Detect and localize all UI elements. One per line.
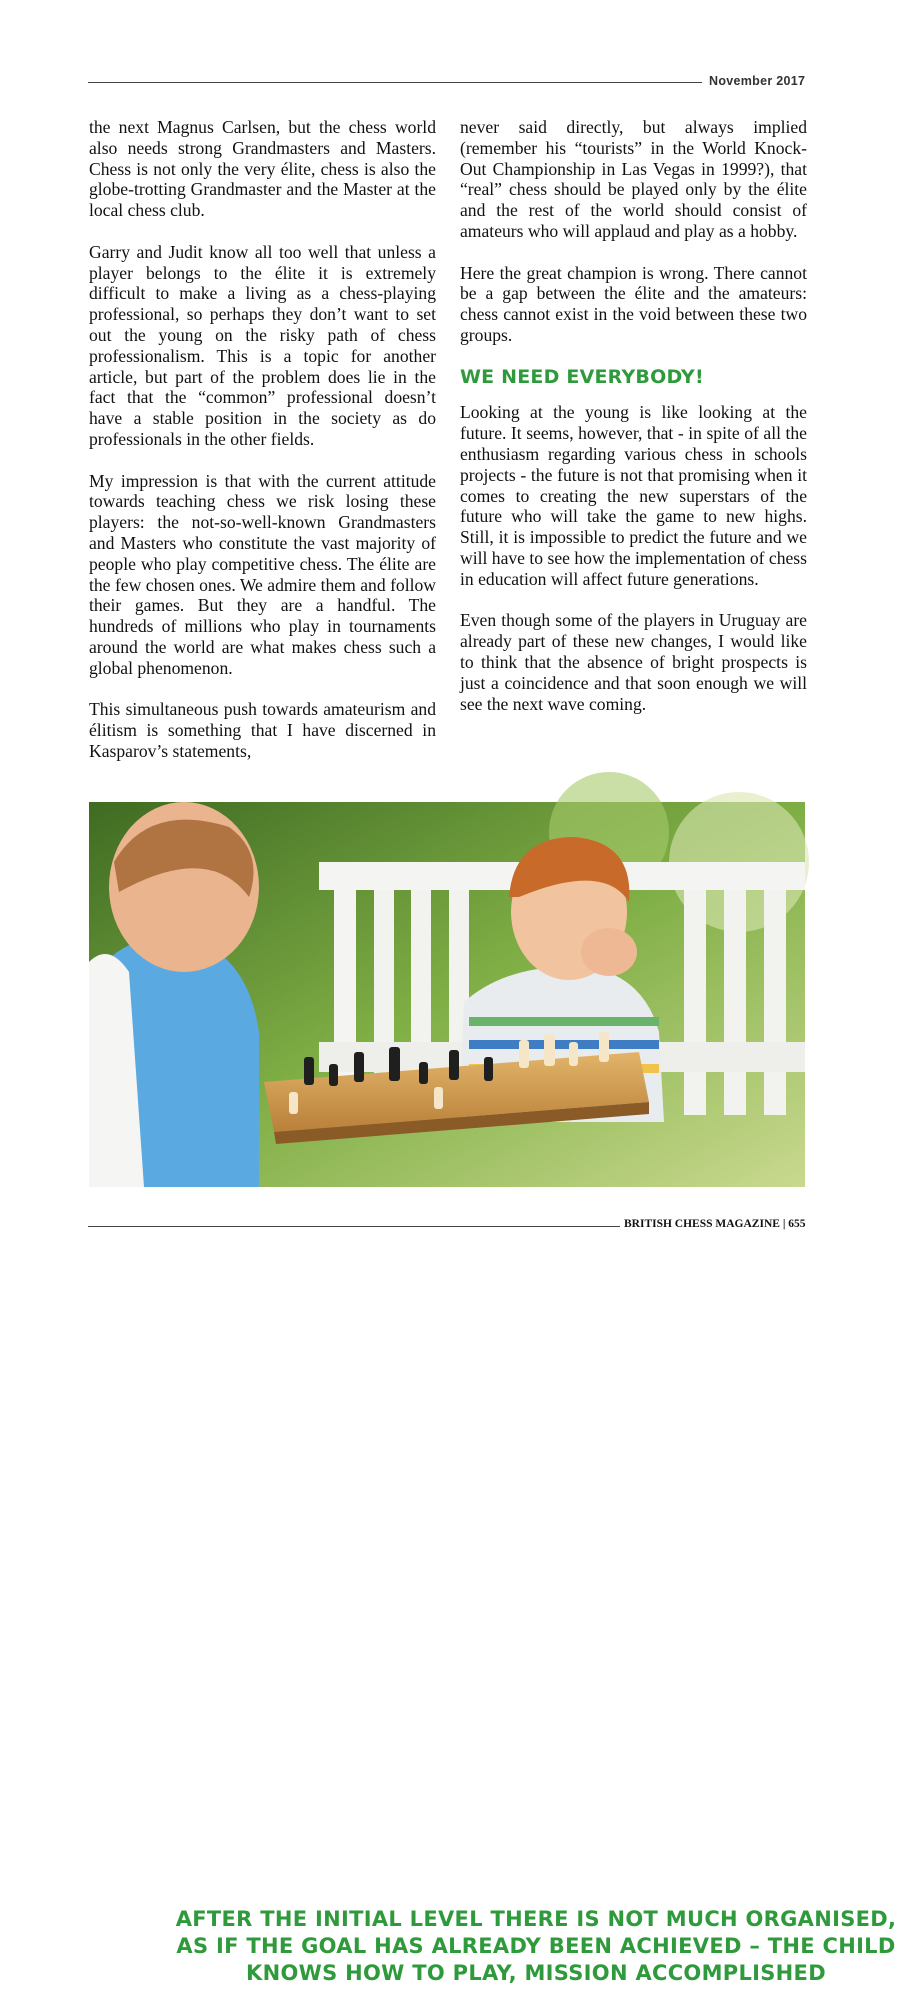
paragraph: never said directly, but always implied (remember his “tourists” in the World Knock-Out Championship in Las Vegas in 1999?), that “real” chess should be played only by the élite and the rest of the world should consist of amateurs who will applaud and play as a hobby. xyxy=(460,117,807,241)
paragraph: the next Magnus Carlsen, but the chess world also needs strong Grandmasters and Masters. Chess is not only the very élite, chess is also the globe-trotting Grandmaster and the Master at the local chess club. xyxy=(89,117,436,221)
page-number: 655 xyxy=(788,1218,806,1230)
paragraph: My impression is that with the current attitude towards teaching chess we risk losing these players: the not-so-well-known Grandmasters and Masters who constitute the vast majority of people who play competitive chess. The élite are the few chosen ones. We admire them and follow their games. But they are a handful. The hundreds of millions who play in tournaments around the world are what makes chess such a global phenomenon. xyxy=(89,470,436,678)
page-footer xyxy=(624,1218,805,1230)
section-heading: WE NEED EVERYBODY! xyxy=(460,365,704,388)
left-column xyxy=(89,117,436,783)
magazine-name: BRITISH CHESS MAGAZINE xyxy=(624,1218,780,1230)
paragraph: Garry and Judit know all too well that unless a player belongs to the élite it is extremely difficult to make a living as a chess-playing professional, so perhaps they don’t want to set out the young on the risky path of chess professionalism. This is a topic for another article, but part of the problem does lie in the fact that the “common” professional doesn’t have a stable position in the society as do professionals in the other fields. xyxy=(89,241,436,449)
right-column xyxy=(460,117,807,735)
paragraph: This simultaneous push towards amateurism and élitism is something that I have discerned in Kasparov’s statements, xyxy=(89,699,436,761)
paragraph: Here the great champion is wrong. There cannot be a gap between the élite and the amateurs: chess cannot exist in the void between these two groups. xyxy=(460,262,807,345)
photo-illustration xyxy=(89,802,805,1187)
issue-date: November 2017 xyxy=(709,74,806,88)
caption-line: AS IF THE GOAL HAS ALREADY BEEN ACHIEVED – THE CHILD xyxy=(176,1933,896,1958)
caption-line: AFTER THE INITIAL LEVEL THERE IS NOT MUCH ORGANISED, xyxy=(175,1906,897,1931)
paragraph: Looking at the young is like looking at the future. It seems, however, that - in spite of all the enthusiasm regarding various chess in schools projects - the future is not that promising when it comes to creating the new superstars of the future who will take the game to new highs. Still, it is impossible to predict the future and we will have to see how the implementation of chess in education will affect future generations. xyxy=(460,402,807,589)
header-rule xyxy=(88,82,702,83)
photo-caption xyxy=(175,1903,897,1989)
paragraph: Even though some of the players in Uruguay are already part of these new changes, I would like to think that the absence of bright prospects is just a coincidence and that soon enough we will see the next wave coming. xyxy=(460,610,807,714)
footer-rule xyxy=(88,1226,620,1227)
footer-separator: | xyxy=(782,1218,786,1230)
caption-line: KNOWS HOW TO PLAY, MISSION ACCOMPLISHED xyxy=(246,1960,826,1985)
